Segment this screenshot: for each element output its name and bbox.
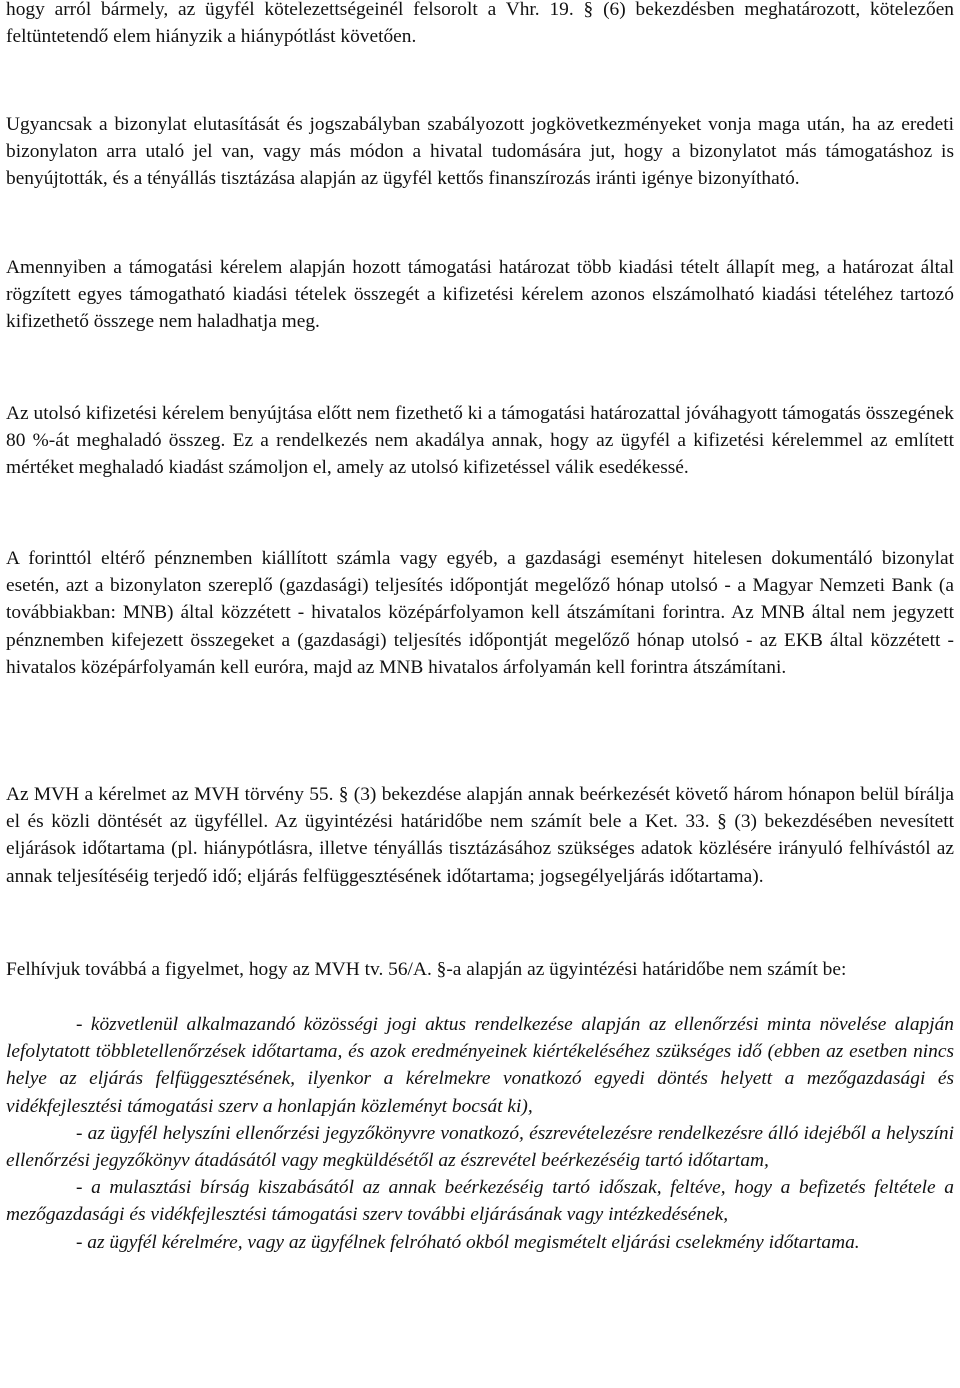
paragraph-double-financing: Ugyancsak a bizonylat elutasítását és jogszabályban szabályozott jogkövetkezményeket vonja maga után, ha az eredeti bizonylaton arra utaló jel van, vagy más módon a hivatal tudomására jut, hogy a bizonylatot más támogatáshoz is benyújtották, és a tényállás tisztázása alapján az ügyfél kettős finanszírozás iránti igénye bizonyítható. — [6, 114, 954, 190]
paragraph-continuation: hogy arról bármely, az ügyfél kötelezettségeinél felsorolt a Vhr. 19. § (6) bekezdésben meghatározott, kötelezően feltüntetendő elem hiányzik a hiánypótlást követően. — [6, 0, 954, 48]
list-item: - a mulasztási bírság kiszabásától az annak beérkezéséig tartó időszak, feltéve, hogy a befizetés feltétele a mezőgazdasági és vidékfejlesztési támogatási szerv további eljárásának vagy intézkedésének, — [6, 1177, 954, 1226]
list-item: - közvetlenül alkalmazandó közösségi jogi aktus rendelkezése alapján az ellenőrzési minta növelése alapján lefolytatott többletellenőrzések időtartama, és azok eredményeinek kiértékeléséhez szükséges idő (ebben az esetben nincs helye az eljárás felfüggesztésének, ilyenkor a kérelmekre vonatkozó egyedi döntés helyett a mezőgazdasági és vidékfejlesztési támogatási szerv a honlapján közleményt bocsát ki), — [6, 1014, 954, 1117]
list-item: - az ügyfél kérelmére, vagy az ügyfélnek felróható okból megismételt eljárási cselekmény időtartama. — [76, 1231, 860, 1253]
paragraph-currency-conversion: A forinttól eltérő pénznemben kiállított számla vagy egyéb, a gazdasági eseményt hitelesen dokumentáló bizonylat esetén, azt a bizonylaton szereplő (gazdasági) teljesítés időpontját megelőző hónap utolsó - a Magyar Nemzeti Bank (a továbbiakban: MNB) által közzétett - hivatalos középárfolyamon kell átszámítani forintra. Az MNB által nem jegyzett pénznemben kifejezett összegeket a (gazdasági) teljesítés időpontját megelőző hónap utolsó - az EKB által közzétett - hivatalos középárfolyamán kell euróra, majd az MNB hivatalos árfolyamán kell forintra átszámítani. — [6, 548, 954, 678]
paragraph-review-deadline: Az MVH a kérelmet az MVH törvény 55. § (3) bekezdése alapján annak beérkezését követő három hónapon belül bírálja el és közli döntését az ügyféllel. Az ügyintézési határidőbe nem számít bele a Ket. 33. § (3) bekezdésében nevesített eljárások időtartama (pl. hiánypótlásra, illetve tényállás tisztázásához szükséges adatok közlésére irányuló felhívástól az annak teljesítéséig terjedő idő; eljárás felfüggesztésének időtartama; jogsegélyeljárás időtartama). — [6, 784, 954, 887]
exclusions-list — [6, 1011, 954, 1256]
paragraph-final-payment: Az utolsó kifizetési kérelem benyújtása előtt nem fizethető ki a támogatási határozattal jóváhagyott támogatás összegének 80 %-át meghaladó összeg. Ez a rendelkezés nem akadálya annak, hogy az ügyfél a kifizetési kérelemmel az említett mértéket meghaladó kiadást számoljon el, amely az utolsó kifizetéssel válik esedékessé. — [6, 403, 954, 479]
paragraph-expense-items: Amennyiben a támogatási kérelem alapján hozott támogatási határozat több kiadási tételt állapít meg, a határozat által rögzített egyes támogatható kiadási tételek összegét a kifizetési kérelem azonos elszámolható kiadási tételéhez tartozó kifizethető összege nem haladhatja meg. — [6, 257, 954, 333]
paragraph-exclusions-intro: Felhívjuk továbbá a figyelmet, hogy az MVH tv. 56/A. §-a alapján az ügyintézési határidőbe nem számít be: — [6, 959, 847, 980]
list-item: - az ügyfél helyszíni ellenőrzési jegyzőkönyvre vonatkozó, észrevételezésre rendelkezésre álló idejéből a helyszíni ellenőrzési jegyzőkönyv átadásától vagy megküldésétől az észrevétel beérkezéséig tartó időtartam, — [6, 1122, 954, 1172]
